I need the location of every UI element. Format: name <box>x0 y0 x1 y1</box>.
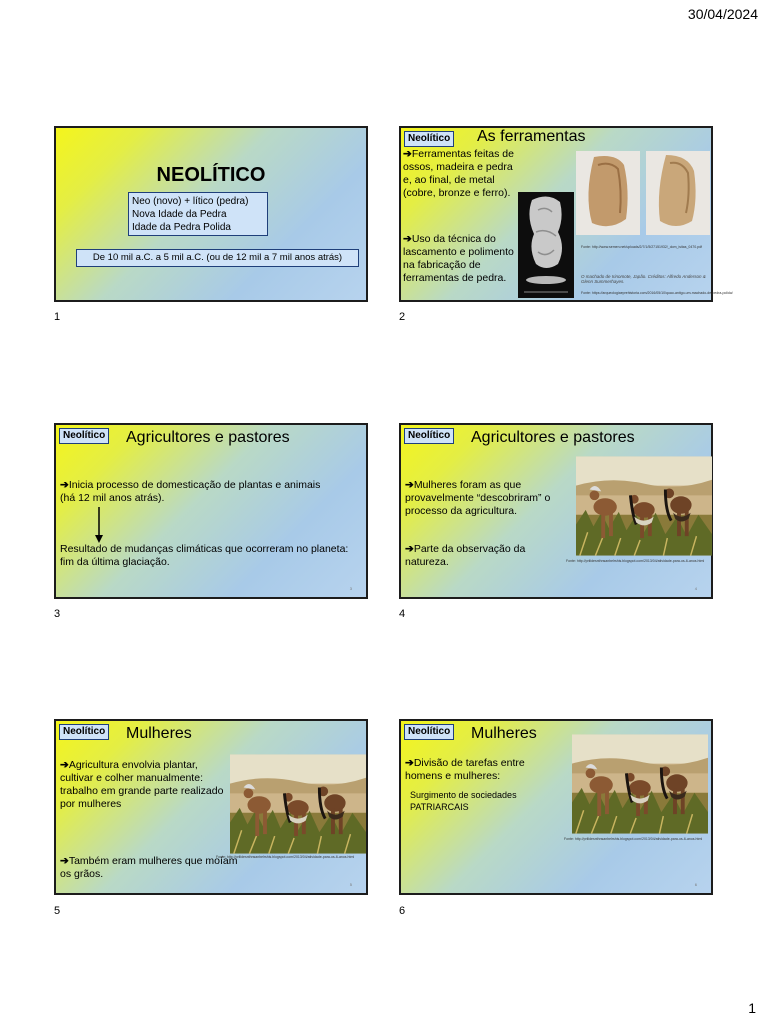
arrow-bullet-icon: ➔ <box>60 759 69 771</box>
polished-axe-photo <box>576 151 640 235</box>
bullet-label: Parte da observação da natureza. <box>405 543 526 568</box>
farming-women-illustration <box>572 733 708 835</box>
slide-5[interactable] <box>54 719 368 895</box>
arrow-bullet-icon: ➔ <box>405 479 414 491</box>
arrow-bullet-icon: ➔ <box>405 543 414 555</box>
bullet-label: Também eram mulheres que moíam os grãos. <box>60 855 238 880</box>
image-source: Fonte: http://prilidesnthnsanbelrshis.blogspot.com/2013/04/atividade-para-os-6-anos.html <box>564 837 703 841</box>
image-source: Fonte: http://www.semen.net/uploads/2/7/1/5/27151932/_dom_isitas_0470.pdf <box>581 245 703 249</box>
date-range-box: De 10 mil a.C. a 5 mil a.C. (ou de 12 mil a 7 mil anos atrás) <box>76 249 359 267</box>
slide-6[interactable] <box>399 719 713 895</box>
slide-title: Mulheres <box>471 725 537 742</box>
slide-number: 3 <box>54 608 61 620</box>
slide-title: NEOLÍTICO <box>156 164 266 186</box>
bullet-text <box>403 233 519 285</box>
section-tag: Neolítico <box>404 724 454 740</box>
slide-title: Agricultores e pastores <box>471 429 635 446</box>
definition-line: Neo (novo) + lítico (pedra) <box>132 196 249 207</box>
slide-page-marker: 5 <box>349 882 352 887</box>
bullet-label: Inicia processo de domesticação de plantas e animais (há 12 mil anos atrás). <box>60 479 321 504</box>
image-source: Fonte: http://prilidesnthnsanbelrshis.blogspot.com/2013/04/atividade-para-os-6-anos.html <box>566 559 705 563</box>
slide-number: 1 <box>54 311 61 323</box>
bullet-text <box>405 479 577 518</box>
body-text: Resultado de mudanças climáticas que ocorreram no planeta: fim da última glaciação. <box>60 543 349 568</box>
stone-tools-photo <box>518 192 574 298</box>
definition-line: Nova Idade da Pedra <box>132 209 227 220</box>
slide-1[interactable] <box>54 126 368 302</box>
slide-number: 6 <box>399 905 406 917</box>
slide-4[interactable] <box>399 423 713 599</box>
slide-number: 5 <box>54 905 61 917</box>
slide-title: Mulheres <box>126 725 192 742</box>
slide-title: Agricultores e pastores <box>126 429 290 446</box>
farming-women-illustration <box>230 753 366 855</box>
slide-number: 2 <box>399 311 406 323</box>
down-arrow-icon <box>95 507 103 543</box>
section-tag: Neolítico <box>404 131 454 147</box>
bullet-label: Uso da técnica do lascamento e polimento na fabricação de ferramentas de pedra. <box>403 233 514 284</box>
image-source: Fonte: http://prilidesnthnsanbelrshis.blogspot.com/2013/04/atividade-para-os-6-anos.html <box>216 855 355 859</box>
slide-title: As ferramentas <box>477 128 586 145</box>
bullet-label: Agricultura envolvia plantar, cultivar e colher manualmente: trabalho em grande parte realizado por mulheres <box>60 759 224 810</box>
bullet-text <box>403 148 523 200</box>
image-credit: O machado de Irinomote, Japão. Créditos: Alfredo Anderson & Glenn Summerhayes. <box>581 274 706 284</box>
slide-number: 4 <box>399 608 406 620</box>
arrow-bullet-icon: ➔ <box>403 148 412 160</box>
slide-page-marker: 6 <box>694 882 697 887</box>
page-date: 30/04/2024 <box>687 6 758 22</box>
farming-women-illustration <box>576 455 712 557</box>
section-tag: Neolítico <box>59 428 109 444</box>
bullet-text <box>405 757 555 783</box>
definition-line: Idade da Pedra Polida <box>132 222 231 233</box>
section-tag: Neolítico <box>404 428 454 444</box>
bullet-text <box>405 543 555 569</box>
slide-page-marker: 3 <box>349 586 352 591</box>
bullet-text <box>60 479 328 505</box>
image-source: Fonte: https://arqueologiaeprehistoria.com/2016/05/10/quao-antigo-um-machado-de-pedra-polida/ <box>581 291 733 295</box>
page-number: 1 <box>748 1000 756 1016</box>
slide-2[interactable] <box>399 126 733 302</box>
arrow-bullet-icon: ➔ <box>405 757 414 769</box>
polished-axe-photo <box>646 151 710 235</box>
arrow-bullet-icon: ➔ <box>60 855 69 867</box>
section-tag: Neolítico <box>59 724 109 740</box>
definition-box <box>128 192 268 236</box>
slide-3[interactable] <box>54 423 368 599</box>
bullet-text <box>60 855 238 881</box>
bullet-label: Divisão de tarefas entre homens e mulheres: <box>405 757 525 782</box>
slide-page-marker: 4 <box>694 586 697 591</box>
bullet-label: Ferramentas feitas de ossos, madeira e pedra e, ao final, de metal (cobre, bronze e ferro). <box>403 148 514 199</box>
body-text: Surgimento de sociedades PATRIARCAIS <box>410 790 517 812</box>
arrow-bullet-icon: ➔ <box>60 479 69 491</box>
arrow-bullet-icon: ➔ <box>403 233 412 245</box>
bullet-text <box>60 759 228 811</box>
bullet-label: Mulheres foram as que provavelmente “descobriram” o processo da agricultura. <box>405 479 551 517</box>
